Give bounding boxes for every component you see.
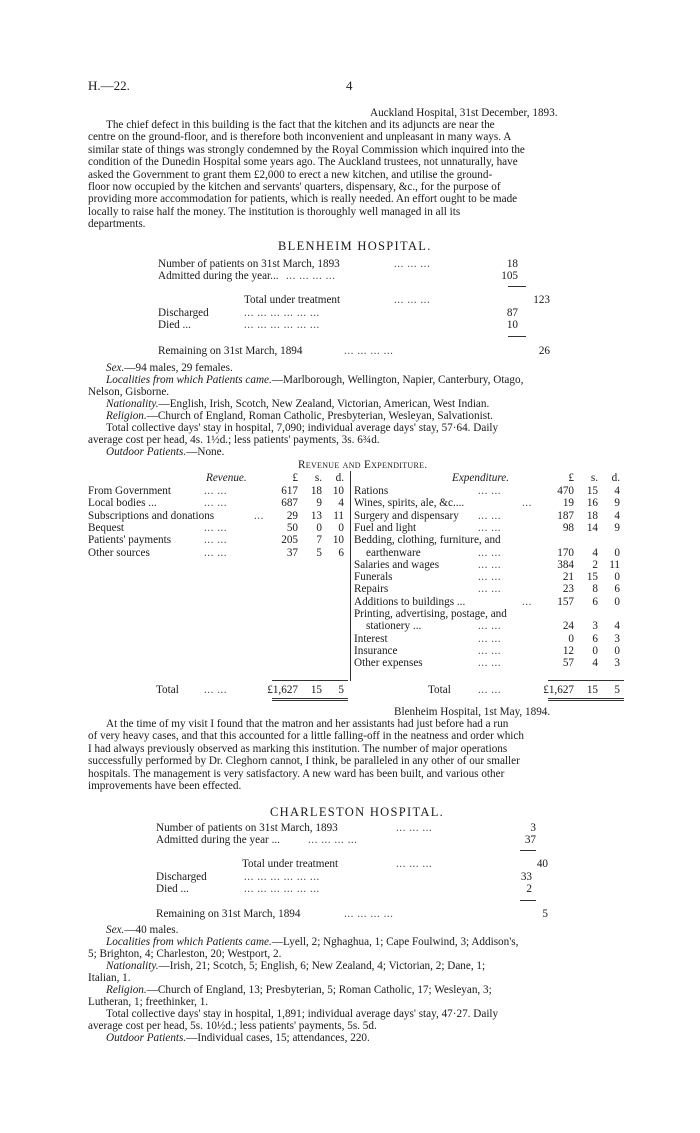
page-number: 4: [346, 78, 353, 93]
expenditure-row: Salaries and wages ... ... 384 2 11: [354, 558, 620, 571]
blenheim-stay: Total collective days' stay in hospital, 7,090; individual average days' stay, 57·64. Daily: [106, 422, 499, 434]
stat-label: Remaining on 31st March, 1894: [156, 908, 301, 920]
auckland-line: departments.: [88, 218, 146, 231]
blenheim-report-line: improvements have been effected.: [88, 780, 242, 793]
revenue-shillings: 9: [316, 497, 322, 510]
stat-value: 37: [524, 834, 536, 846]
charleston-stat-row: Remaining on 31st March, 1894 ... ... ... ... 5: [156, 908, 548, 920]
blenheim-report-line: of very heavy cases, and that this accounted for a little falling-off in the neatness and order which: [88, 730, 524, 743]
blenheim-title: BLENHEIM HOSPITAL.: [278, 239, 432, 253]
expenditure-row: Rations ... ... 470 15 4: [354, 485, 620, 497]
expenditure-row: Other expenses ... ... 57 4 3: [354, 657, 620, 670]
stat-value: 123: [533, 294, 550, 306]
blenheim-religion: Religion.—Church of England, Roman Catholic, Presbyterian, Wesleyan, Salvationist.: [106, 410, 493, 422]
auckland-paragraph: [88, 119, 616, 231]
revenue-pence: 4: [338, 497, 344, 510]
blenheim-report-line: I had always previously observed as marking this institution. The number of major operations: [88, 742, 508, 755]
stat-value: 18: [506, 258, 518, 270]
expenditure-row: stationery ... ... ... 24 3 4: [366, 620, 620, 633]
expenditure-label: stationery ...: [366, 620, 422, 633]
report-code: H.—22.: [88, 78, 130, 93]
revenue-pence: 10: [332, 485, 344, 497]
expenditure-row: Fuel and light ... ... 98 14 9: [354, 521, 620, 534]
charleston-stat-row: Total under treatment ... ... ... 40: [242, 858, 548, 870]
blenheim-stat-row: Remaining on 31st March, 1894 ... ... ... ... 26: [158, 345, 550, 357]
stat-label: Total under treatment: [242, 858, 339, 870]
revenue-shillings: 5: [316, 546, 322, 559]
charleston-stay-cont: average cost per head, 5s. 10½d.; less patients' payments, 5s. 5d.: [88, 1020, 377, 1032]
revenue-label: Local bodies ...: [88, 497, 157, 510]
auckland-line: condition of the Dunedin Hospital some years ago. The Auckland trustees, not unnaturally, have: [88, 156, 518, 169]
blenheim-stat-row: Discharged ... ... ... ... ... ... 87: [158, 307, 518, 319]
expenditure-pounds: 57: [562, 657, 574, 670]
expenditure-pence: 6: [614, 583, 620, 596]
stat-value: 33: [520, 871, 532, 883]
expenditure-pounds: 187: [557, 509, 574, 522]
charleston-stat-row: Number of patients on 31st March, 1893 ... ... ... 3: [156, 822, 536, 834]
expenditure-label: Other expenses: [354, 657, 423, 670]
charleston-localities: Localities from which Patients came.—Lyell, 2; Nghaghua, 1; Cape Foulwind, 3; Addison's,: [106, 936, 519, 948]
sum-rule: [520, 850, 536, 851]
expenditure-pence: 9: [614, 497, 620, 510]
expenditure-row: Additions to buildings ... ... 157 6 0: [354, 595, 620, 608]
revenue-pounds: 687: [281, 497, 298, 510]
expenditure-row: [354, 534, 626, 546]
expenditure-pence: 9: [614, 521, 620, 534]
charleston-religion: Religion.—Church of England, 13; Presbyterian, 5; Roman Catholic, 17; Wesleyan, 3;: [106, 984, 492, 996]
auckland-line: The chief defect in this building is the fact that the kitchen and its adjuncts are near the: [106, 119, 495, 131]
expenditure-label: Bedding, clothing, furniture, and: [354, 534, 501, 547]
expenditure-shillings: 15: [586, 485, 598, 497]
revenue-row: From Government ... ... 617 18 10: [88, 485, 344, 497]
double-rule: [548, 698, 624, 701]
auckland-line: floor now occupied by the kitchen and servants' quarters, dispensary, &c., for the purpose of: [88, 181, 501, 194]
revenue-pounds: 205: [281, 534, 298, 547]
auckland-line: providing more accommodation for patients, which is really needed. An effort ought to be made: [88, 193, 518, 206]
blenheim-localities-cont: Nelson, Gisborne.: [88, 386, 170, 398]
blenheim-report-line: successfully performed by Dr. Cleghorn cannot, I think, be paralleled in any other of our smaller: [88, 755, 520, 768]
expenditure-shillings: 15: [586, 571, 598, 584]
stat-label: Number of patients on 31st March, 1893: [156, 822, 338, 834]
blenheim-outdoor: Outdoor Patients.—None.: [106, 446, 225, 458]
expenditure-shillings: 6: [592, 632, 598, 645]
blenheim-stat-row: Died ... ... ... ... ... ... ... 10: [158, 319, 518, 331]
stat-value: 105: [501, 270, 518, 282]
expenditure-row: Repairs ... ... 23 8 6: [354, 583, 620, 596]
expenditure-label: earthenware: [366, 546, 421, 559]
revenue-label: Patients' payments: [88, 534, 172, 547]
expenditure-shillings: 16: [586, 497, 598, 510]
expenditure-shillings: 2: [592, 558, 598, 571]
revenue-pence: 6: [338, 546, 344, 559]
expenditure-pence: 0: [614, 595, 620, 608]
expenditure-pounds: 12: [562, 644, 574, 657]
expenditure-label: Rations: [354, 485, 389, 497]
expenditure-shillings: 6: [592, 595, 598, 608]
expenditure-label: Repairs: [354, 583, 389, 596]
charleston-localities-cont: 5; Brighton, 4; Charleston, 20; Westport, 2.: [88, 948, 282, 960]
expenditure-pounds: 470: [557, 485, 574, 497]
charleston-stat-row: Discharged ... ... ... ... ... ... 33: [156, 871, 532, 883]
auckland-line: asked the Government to grant them £2,000 to erect a new kitchen, and utilise the ground-: [88, 168, 493, 181]
blenheim-stat-row: Total under treatment ... ... ... 123: [244, 294, 550, 306]
revenue-pounds: 50: [286, 521, 298, 534]
revenue-row: Other sources ... ... 37 5 6: [88, 546, 344, 559]
expenditure-row: Wines, spirits, ale, &c.... ... 19 16 9: [354, 497, 620, 510]
revenue-label: Subscriptions and donations: [88, 509, 215, 522]
revenue-row: Bequest ... ... 50 0 0: [88, 521, 344, 534]
stat-label: Remaining on 31st March, 1894: [158, 345, 303, 357]
revenue-pounds: 617: [281, 485, 298, 497]
expenditure-shillings: 0: [592, 644, 598, 657]
expenditure-pence: 0: [614, 644, 620, 657]
revenue-row: Subscriptions and donations ... 29 13 11: [88, 509, 344, 522]
expenditure-pence: 4: [614, 485, 620, 497]
revenue-total-row: Total ... ... £1,627 15 5: [156, 684, 344, 696]
expenditure-label: Interest: [354, 632, 388, 645]
stat-label: Admitted during the year...: [158, 270, 279, 282]
expenditure-label: Surgery and dispensary: [354, 509, 459, 522]
blenheim-report-line: hospitals. The management is very satisfactory. A new ward has been built, and various other: [88, 767, 505, 780]
stat-value: 40: [536, 858, 548, 870]
total-rule: [272, 680, 348, 681]
blenheim-nationality: Nationality.—English, Irish, Scotch, New Zealand, Victorian, American, West Indian.: [106, 398, 490, 410]
total-rule: [548, 680, 624, 681]
revenue-shillings: 13: [310, 509, 322, 522]
charleston-nationality-cont: Italian, 1.: [88, 972, 131, 984]
expenditure-pence: 3: [614, 632, 620, 645]
expenditure-pence: 0: [614, 546, 620, 559]
expenditure-row: Funerals ... ... 21 15 0: [354, 571, 620, 584]
expenditure-pounds: 24: [562, 620, 574, 633]
revenue-label: Other sources: [88, 546, 150, 559]
expenditure-pounds: 170: [557, 546, 574, 559]
expenditure-label: Fuel and light: [354, 521, 417, 534]
expenditure-pence: 4: [614, 620, 620, 633]
expenditure-shillings: 3: [592, 620, 598, 633]
stat-label: Admitted during the year ...: [156, 834, 280, 846]
revenue-pounds: 37: [286, 546, 298, 559]
charleston-stat-row: Died ... ... ... ... ... ... ... 2: [156, 883, 532, 895]
expenditure-shillings: 14: [586, 521, 598, 534]
revenue-pence: 11: [333, 509, 344, 522]
stat-value: 3: [530, 822, 536, 834]
charleston-stay: Total collective days' stay in hospital, 1,891; individual average days' stay, 47·27. Daily: [106, 1008, 499, 1020]
stat-label: Died ...: [156, 883, 189, 895]
expenditure-pounds: 98: [562, 521, 574, 534]
stat-label: Died ...: [158, 319, 191, 331]
expenditure-label: Funerals: [354, 571, 393, 584]
charleston-religion-cont: Lutheran, 1; freethinker, 1.: [88, 996, 209, 1008]
expenditure-label: Printing, advertising, postage, and: [354, 608, 507, 620]
expenditure-total-row: Total ... ... £1,627 15 5: [428, 684, 620, 696]
charleston-stat-row: Admitted during the year ... ... ... ... ... 37: [156, 834, 536, 846]
expenditure-heading: Expenditure.: [452, 472, 510, 484]
expenditure-pounds: 21: [562, 571, 574, 584]
expenditure-pounds: 23: [562, 583, 574, 596]
stat-label: Number of patients on 31st March, 1893: [158, 258, 340, 270]
double-rule: [272, 698, 348, 701]
stat-value: 5: [542, 908, 548, 920]
revenue-pence: 0: [338, 521, 344, 534]
stat-value: 26: [538, 345, 550, 357]
sum-rule: [508, 286, 526, 287]
blenheim-stat-row: Number of patients on 31st March, 1893 ... ... ... 18: [158, 258, 518, 270]
revenue-shillings: 18: [310, 485, 322, 497]
expenditure-pounds: 157: [557, 595, 574, 608]
stat-label: Total under treatment: [244, 294, 341, 306]
expenditure-row: Insurance ... ... 12 0 0: [354, 644, 620, 657]
revenue-row: Patients' payments ... ... 205 7 10: [88, 534, 344, 547]
auckland-line: locally to raise half the money. The institution is thoroughly well managed in all its: [88, 205, 461, 218]
lsd-heading: £ s. d.: [292, 472, 344, 484]
revenue-shillings: 7: [316, 534, 322, 547]
auckland-line: centre on the ground-floor, and is therefore both inconvenient and unpleasant in many ways. A: [88, 131, 512, 144]
revenue-pence: 10: [332, 534, 344, 547]
expenditure-label: Insurance: [354, 644, 398, 657]
blenheim-sex: Sex.—94 males, 29 females.: [106, 362, 233, 374]
blenheim-stat-row: Admitted during the year... ... ... ... ... 105: [158, 270, 518, 282]
expenditure-row: Surgery and dispensary ... ... 187 18 4: [354, 509, 620, 522]
expenditure-pounds: 19: [562, 497, 574, 510]
lsd-heading: £ s. d.: [568, 472, 620, 484]
revenue-heading: Revenue.: [206, 472, 247, 484]
expenditure-shillings: 8: [592, 583, 598, 596]
revenue-label: From Government: [88, 485, 171, 497]
expenditure-shillings: 18: [586, 509, 598, 522]
expenditure-shillings: 4: [592, 546, 598, 559]
auckland-signoff: Auckland Hospital, 31st December, 1893.: [370, 107, 558, 119]
expenditure-shillings: 4: [592, 657, 598, 670]
expenditure-pence: 11: [609, 558, 620, 571]
expenditure-row: Interest ... ... 0 6 3: [354, 632, 620, 645]
expenditure-label: Additions to buildings ...: [354, 595, 466, 608]
expenditure-row: earthenware ... ... 170 4 0: [366, 546, 620, 559]
re-table-title: Revenue and Expenditure.: [298, 459, 428, 471]
stat-value: 10: [506, 319, 518, 331]
charleston-outdoor: Outdoor Patients.—Individual cases, 15; attendances, 220.: [106, 1032, 370, 1044]
sum-rule: [508, 336, 526, 337]
expenditure-pence: 4: [614, 509, 620, 522]
blenheim-stay-cont: average cost per head, 4s. 1½d.; less patients' payments, 3s. 6¾d.: [88, 434, 380, 446]
revenue-row: Local bodies ... ... ... 687 9 4: [88, 497, 344, 510]
blenheim-signoff: Blenheim Hospital, 1st May, 1894.: [394, 706, 551, 718]
stat-label: Discharged: [158, 307, 209, 319]
revenue-pounds: 29: [286, 509, 298, 522]
table-divider: [350, 471, 351, 681]
expenditure-label: Wines, spirits, ale, &c....: [354, 497, 465, 510]
charleston-nationality: Nationality.—Irish, 21; Scotch, 5; English, 6; New Zealand, 4; Victorian, 2; Dane, 1;: [106, 960, 486, 972]
blenheim-report-line: At the time of my visit I found that the matron and her assistants had just before had a run: [106, 718, 509, 730]
stat-value: 2: [526, 883, 532, 895]
stat-label: Discharged: [156, 871, 207, 883]
auckland-line: similar state of things was strongly condemned by the Royal Commission which inquired into the: [88, 143, 525, 156]
charleston-title: CHARLESTON HOSPITAL.: [270, 805, 445, 819]
expenditure-pence: 3: [614, 657, 620, 670]
revenue-shillings: 0: [316, 521, 322, 534]
expenditure-pounds: 0: [568, 632, 574, 645]
blenheim-localities: Localities from which Patients came.—Marlborough, Wellington, Napier, Canterbury, Otago,: [106, 374, 524, 386]
stat-value: 87: [506, 307, 518, 319]
charleston-sex: Sex.—40 males.: [106, 924, 179, 936]
expenditure-row: [354, 608, 626, 620]
sum-rule: [520, 900, 536, 901]
expenditure-label: Salaries and wages: [354, 558, 440, 571]
expenditure-pence: 0: [614, 571, 620, 584]
expenditure-pounds: 384: [557, 558, 574, 571]
blenheim-report: [88, 718, 616, 792]
revenue-label: Bequest: [88, 521, 125, 534]
